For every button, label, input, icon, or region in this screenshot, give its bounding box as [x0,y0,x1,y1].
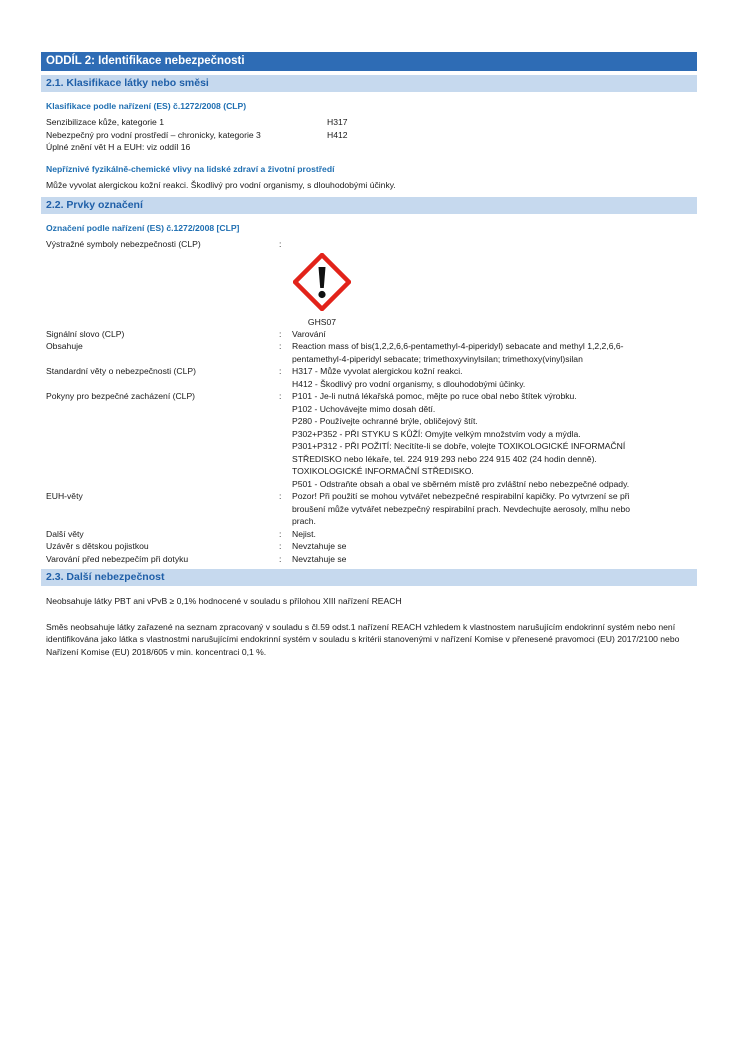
tactile-warning-row [41,553,697,566]
effects-heading: Nepříznivé fyzikálně-chemické vlivy na lidské zdraví a životní prostředí [46,163,335,174]
euh-statements-label: EUH-věty [46,491,83,501]
separator: : [279,491,282,501]
hazard-statements-row [41,365,697,390]
subsection-2-2-title: 2.2. Prvky označení [41,197,697,214]
tactile-warning-label: Varování před nebezpečím při dotyku [46,553,189,564]
precautionary-statement: P280 - Používejte ochranné brýle, obličejový štít. [292,416,478,426]
precautionary-statements-row [41,390,697,490]
separator: : [279,528,282,539]
labeling-heading: Označení podle nařízení (ES) č.1272/2008 [CLP] [46,223,240,233]
contains-line: Reaction mass of bis(1,2,2,6,6-pentamethyl-4-piperidyl) sebacate and methyl 1,2,2,6,6- [292,341,624,351]
other-phrases-label: Další věty [46,528,84,539]
precautionary-statement: P302+P352 - PŘI STYKU S KŮŽÍ: Omyjte velkým množstvím vody a mýdla. [292,428,581,439]
classification-row [41,129,697,142]
precautionary-statement: P301+P312 - PŘI POŽITÍ: Necítíte-li se dobře, volejte TOXIKOLOGICKÉ INFORMAČNÍ [292,441,626,451]
precautionary-statement: P101 - Je-li nutná lékařská pomoc, mějte po ruce obal nebo štítek výrobku. [292,391,577,401]
euh-line: broušení může vytvářet nebezpečný respirabilní prach. Nevdechujte aerosoly, mlhu nebo [292,503,631,514]
endocrine-statement: Směs neobsahuje látky zařazené na seznam zpracovaný v souladu s čl.59 odst.1 nařízení REACH vzhledem k vlastnostem narušujícím endokrinní systém nebo není identifikována jako látka s vlastnostmi narušujícími endokrinní systém v souladu s kritérii stanovenými v nařízení Komise v přenesené pravomoci (EU) 2017/2100 nebo Nařízení Komise (EU) 2018/605 v min. koncentraci 0,1 %. [46,621,680,657]
classification-code: H317 [327,117,348,127]
hazard-statement: H412 - Škodlivý pro vodní organismy, s dlouhodobými účinky. [292,378,526,389]
exclamation-mark-diamond-icon [293,253,351,311]
child-resistant-label: Uzávěr s dětskou pojistkou [46,541,149,551]
other-phrases-row [41,528,697,541]
other-phrases-value: Nejist. [292,528,316,539]
precautionary-statement: P102 - Uchovávejte mimo dosah dětí. [292,403,436,414]
ghs07-pictogram [287,253,357,328]
child-resistant-value: Nevztahuje se [292,541,347,551]
pictogram-code: GHS07 [307,316,337,327]
signal-word-row [41,328,697,341]
signal-word-value: Varování [292,328,326,339]
hazard-statements-label: Standardní věty o nebezpečnosti (CLP) [46,366,197,376]
separator: : [279,239,282,249]
separator: : [279,366,282,376]
subsection-2-1-title: 2.1. Klasifikace látky nebo směsi [41,75,697,92]
signal-word-label: Signální slovo (CLP) [46,328,125,339]
precautionary-statement: P501 - Odstraňte obsah a obal ve sběrném místě pro zvláštní nebo nebezpečné odpady. [292,478,630,489]
classification-list [41,116,697,141]
hazard-statement: H317 - Může vyvolat alergickou kožní reakci. [292,366,463,376]
child-resistant-row [41,540,697,553]
separator: : [279,341,282,351]
classification-name: Senzibilizace kůže, kategorie 1 [46,117,164,127]
separator: : [279,328,282,339]
separator: : [279,553,282,564]
precautionary-statement: STŘEDISKO nebo lékaře, tel. 224 919 293 nebo 224 915 402 (24 hodin denně). [292,453,597,464]
contains-row [41,340,697,365]
contains-line: pentamethyl-4-piperidyl sebacate; trimethoxyvinylsilan; trimethoxy(vinyl)silan [292,353,583,364]
precautionary-statement: TOXIKOLOGICKÉ INFORMAČNÍ STŘEDISKO. [292,466,474,476]
subsection-2-3-title: 2.3. Další nebezpečnost [41,569,697,586]
pictograms-label: Výstražné symboly nebezpečnosti (CLP) [46,239,201,249]
separator: : [279,541,282,551]
full-text-note: Úplné znění vět H a EUH: viz oddíl 16 [46,142,191,152]
precautionary-statements-label: Pokyny pro bezpečné zacházení (CLP) [46,391,196,401]
euh-line: Pozor! Při použití se mohou vytvářet nebezpečné respirabilní kapičky. Po vytvrzení se při [292,491,630,501]
effects-text: Může vyvolat alergickou kožní reakci. Škodlivý pro vodní organismy, s dlouhodobými účinky. [46,179,396,190]
pbt-statement: Neobsahuje látky PBT ani vPvB ≥ 0,1% hodnocené v souladu s přílohou XIII nařízení REACH [46,596,402,606]
sds-section-2 [41,52,697,658]
clp-classification-heading: Klasifikace podle nařízení (ES) č.1272/2008 (CLP) [46,101,247,111]
classification-row [41,116,697,129]
classification-code: H412 [327,129,348,140]
pictograms-row [41,238,697,251]
classification-name: Nebezpečný pro vodní prostředí – chronicky, kategorie 3 [46,129,261,140]
contains-label: Obsahuje [46,341,83,351]
tactile-warning-value: Nevztahuje se [292,553,347,564]
separator: : [279,391,282,401]
euh-line: prach. [292,516,316,526]
euh-statements-row [41,490,697,528]
section-title: ODDÍL 2: Identifikace nebezpečnosti [41,52,697,71]
